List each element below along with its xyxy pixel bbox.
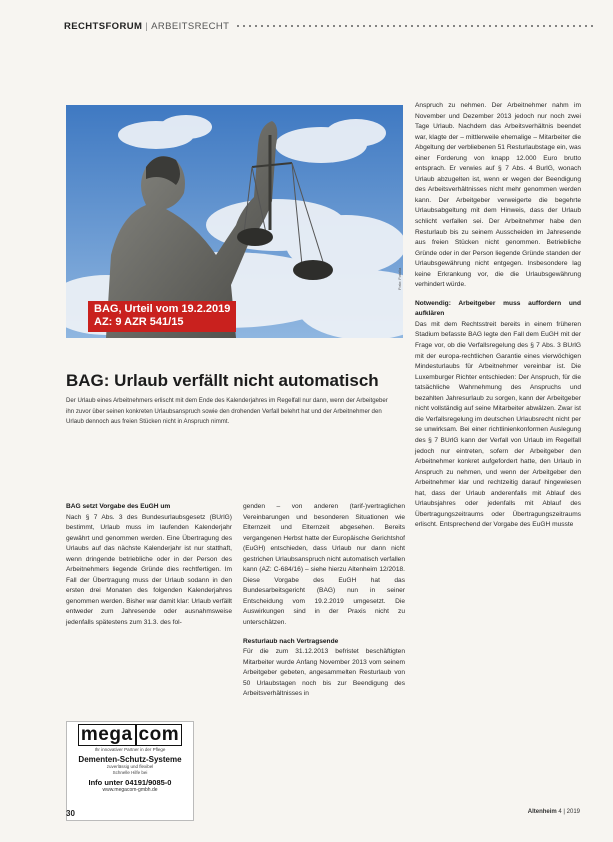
article-column-3 xyxy=(415,101,581,531)
subsection-name: ARBEITSRECHT xyxy=(151,20,230,32)
photo-credit: Foto: Fotolia xyxy=(397,267,402,290)
magazine-footer xyxy=(528,809,580,815)
ad-title: Dementen-Schutz-Systeme xyxy=(78,755,182,764)
column3-text: Anspruch zu nehmen. Der Arbeitnehmer nahm im November und Dezember 2013 jedoch nur noch zwei Tage Urlaub. Nachdem das Arbeitsverhältnis beendet war, klagte der – mittlerweile ehemalige – Mitarbeiter die Abgeltung der verbliebenen 51 Resturlaubstage ein, was einer Forderung von knapp 12.000 Euro brutto entsprach. Er verwies auf § 7 Abs. 4 BurlG, wonach Urlaub abzugelten ist, wenn er wegen der Beendigung des Arbeitsverhältnisses nicht mehr genommen werden kann. Der Arbeitgeber verweigerte die begehrte Urlaubsabgeltung mit dem Hinweis, dass der Urlaub schlicht verfallen sei. Der Arbeitnehmer habe den Resturlaub bis zu seinem Ausscheiden im Jahresende aus freien Stücken nicht genommen. Betriebliche Gründe oder in der Person liegende Gründe standen der Urlaubsgewährung nicht entgegen. Insbesondere lag keine Erkrankung vor, die die Urlaubsgewährung verhindert würde. xyxy=(415,102,581,289)
column2-text2: Für die zum 31.12.2013 befristet beschäftigten Mitarbeiter wurde Anfang November 2013 vom seinem Arbeitgeber gebeten, angesammelten Resturlaub von 50 Urlaubstagen noch bis zur Beendigung des Arbeitsverhältnisses in xyxy=(243,648,405,698)
column2-heading: Resturlaub nach Vertragsende xyxy=(243,637,339,645)
ad-tagline: Ihr innovativer Partner in der Pflege xyxy=(94,747,166,752)
article-lead: Der Urlaub eines Arbeitnehmers erlischt mit dem Ende des Kalenderjahres im Regelfall nur dann, wenn der Arbeitgeber ihn zuvor über seinen konkreten Urlaubsanspruch sowie den drohenden Verfall belehrt hat und der Arbeitnehmer den Urlaub dennoch aus freien Stücken nicht in Anspruch nimmt. xyxy=(66,397,388,426)
magazine-name: Altenheim xyxy=(527,809,557,815)
header-dotted-rule xyxy=(235,25,593,27)
article-column-1 xyxy=(66,502,232,629)
page-header xyxy=(64,19,593,33)
magazine-issue: 4 | 2019 xyxy=(558,809,580,815)
ad-subtitle-1: zuverlässig und flexibel xyxy=(106,764,154,769)
header-separator: | xyxy=(145,20,149,32)
verdict-caption-line2: AZ: 9 AZR 541/15 xyxy=(94,316,184,328)
column1-text: Nach § 7 Abs. 3 des Bundesurlaubsgesetz (BUrlG) bestimmt, Urlaub muss im laufenden Kalenderjahr gewährt und genommen werden. Eine Übertragung des Urlaubs auf das nächste Kalenderjahr ist nur statthaft, wenn dringende betriebliche oder in der Person des Arbeitnehmers liegende Gründe dies rechtfertigen. Im Fall der Übertragung muss der Urlaub sodann in den ersten drei Monaten des folgenden Kalenderjahres genommen werden. Bisher war damit klar: Urlaub verfällt entweder zum Jahresende oder ausnahmsweise jedenfalls spätestens zum 31.3. des fol- xyxy=(66,513,233,627)
megacom-logo: mega com xyxy=(67,724,193,746)
verdict-caption-line1: BAG, Urteil vom 19.2.2019 xyxy=(94,303,231,315)
article-headline: BAG: Urlaub verfällt nicht automatisch xyxy=(66,371,379,390)
megacom-advertisement[interactable] xyxy=(66,721,194,821)
ad-phone: Info unter 04191/9085-0 xyxy=(88,778,172,787)
ad-subtitle-2: Schnelle Hilfe bei xyxy=(112,770,148,775)
ad-url[interactable]: www.megacom-gmbh.de xyxy=(102,787,158,793)
column3-heading: Notwendig: Arbeitgeber muss auffordern und aufklären xyxy=(415,299,581,318)
verdict-caption xyxy=(88,301,236,332)
article-column-2 xyxy=(243,502,405,700)
column3-text2: Das mit dem Rechtsstreit bereits in einem früheren Stadium befasste BAG legte den Fall dem EuGH mit der Frage vor, ob die Verfallsregelung des § 7 Abs. 3 BUrlG mit der europa-rechtlichen Garantie eines vierwöchigen Mindesturlaubs für Arbeitnehmer vereinbar ist. Die Luxemburger Richter entschieden: Der Anspruch, für die tatsächliche Wahrnehmung des Anspruchs und bezahlten Jahresurlaub zu sorgen, kann der Arbeitgeber nicht vollständig auf seine Mitarbeiter abwälzen. Zwar ist die Verfallsregelung im deutschen Urlaubsrecht nicht per se unwirksam. Bei einer richtlinienkonformen Auslegung des § 7 BUrlG kann der Verfall von Urlaub im Regelfall jedoch nur eintreten, sofern der Arbeitgeber den Arbeitnehmer konkret aufgefordert hatte, den Urlaub in Anspruch zu nehmen, und wenn der Arbeitgeber den Arbeitnehmer klar und rechtzeitig darauf hingewiesen hat, dass der Urlaub anderenfalls mit Ablauf des Urlaubsjahres oder jedenfalls mit Ablauf des Übertragungszeitraums oder Übertragungszeitraums erlischt. Entsprechend der Vorgabe des EuGH musste xyxy=(415,320,581,529)
column1-heading: BAG setzt Vorgabe des EuGH um xyxy=(66,503,171,510)
page-number: 30 xyxy=(66,809,75,818)
section-name: RECHTSFORUM xyxy=(64,20,143,32)
column2-text: genden – von anderen (tarif-)vertraglichen Vereinbarungen und besonderen Situationen wie Elternzeit und Elternzeit abgesehen. Bereits vergangenen Herbst hatte der Europäische Gerichtshof (EuGH) entschieden, dass Urlaub nur dann nicht gestrichen Urlaubsanspruch nicht automatisch verfallen kann (AZ: C-684/16) – siehe hierzu Altenheim 12/2018. Diese Vorgabe des EuGH hat das Bundesarbeitsgericht (BAG) nun in seiner Entscheidung vom 19.2.2019 umgesetzt. Die Auswirkungen sind in der Praxis nicht zu unterschätzen. xyxy=(243,503,405,627)
